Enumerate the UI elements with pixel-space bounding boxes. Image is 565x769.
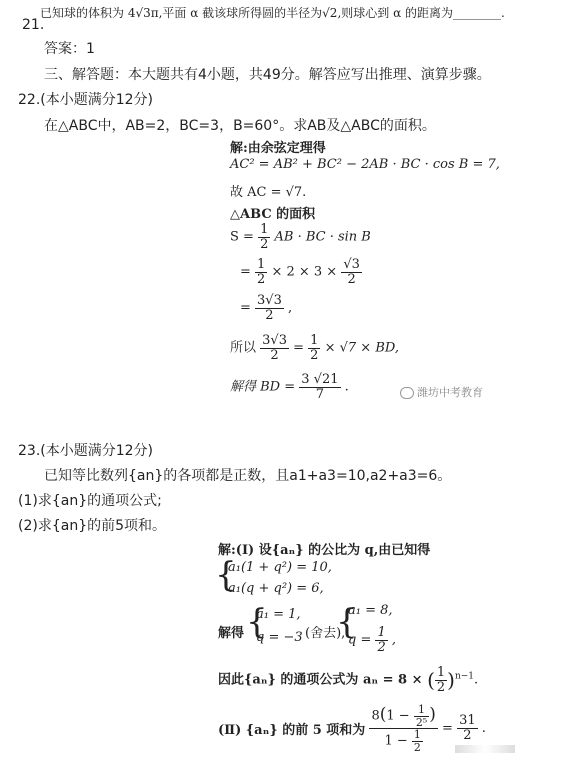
exponent: n−1 [454, 671, 475, 682]
q23-part1: (1)求{an}的通项公式; [18, 493, 162, 509]
q23-system-eq1: a₁(1 + q²) = 10, [228, 560, 332, 575]
q22-header: 22.(本小题满分12分) [18, 92, 154, 108]
fraction-3sqrt21-over-7: $\frac{3 √21}{7}$ [301, 372, 339, 402]
fraction-half: $\frac{1}{2}$ [260, 222, 269, 252]
q23-part2: (2)求{an}的前5项和。 [18, 518, 167, 534]
q23-sum: (Ⅱ) {aₙ} 的前 5 项和为 8(1 − $\frac{1}{\text{2⁵}}$ ) 1 − $\frac{1}{2}$ = $\frac{31}{2}$ . [218, 703, 486, 754]
q23-result1-q: q = −3 [256, 630, 303, 645]
q23-general-term: 因此{aₙ} 的通项公式为 aₙ = 8 × ( $\frac{1}{2}$ )$^{n-1}$. [218, 665, 479, 695]
fraction-half: $\frac{1}{2}$ [257, 257, 266, 287]
q21-number: 21. [22, 17, 45, 33]
result2-brace: { [336, 602, 358, 642]
q22-area-terms: AB · BC · sin B [274, 229, 371, 245]
q22-area-substitution: = $\frac{1}{2}$ × 2 × 3 × $\frac{√3}{2}$ [240, 257, 360, 287]
fraction-sqrt3-over-2: $\frac{√3}{2}$ [343, 257, 360, 287]
q22-area-label: △ABC 的面积 [230, 207, 316, 222]
fraction-3sqrt3-over-2: $\frac{3√3}{2}$ [257, 293, 282, 323]
q22-law-of-cosines: AC² = AB² + BC² − 2AB · BC · cos B = 7, [230, 157, 500, 172]
q23-system-eq2: a₁(q + q²) = 6, [228, 581, 324, 596]
q22-bd-result: 解得 BD = $\frac{3 √21}{7}$ . [230, 372, 349, 402]
system-brace: { [215, 555, 237, 595]
q22-prompt: 在△ABC中，AB=2，BC=3，B=60°。求AB及△ABC的面积。 [44, 118, 436, 134]
q22-solution-title: 解:由余弦定理得 [230, 141, 326, 156]
result1-brace: { [246, 602, 268, 642]
wechat-icon [400, 387, 414, 399]
watermark: 潍坊中考教育 [400, 384, 483, 400]
fraction-half: $\frac{1}{2}$ [436, 665, 446, 695]
q22-area-formula [230, 223, 371, 251]
q22-ac-result: 故 AC = √7. [230, 185, 307, 200]
fraction-31-over-2: $\frac{31}{2}$ [459, 713, 476, 744]
fraction-half: $\frac{1}{2}$ [377, 625, 386, 655]
fraction-1-over-2pow5: $\frac{1}{\text{2⁵}}$ [415, 703, 428, 729]
fraction-half: $\frac{1}{2}$ [310, 333, 319, 363]
q22-area-result: = $\frac{3√3}{2}$ , [240, 293, 293, 323]
q21-text: 已知球的体积为 4√3π,平面 α 截该球所得圆的半径为√2,则球心到 α 的距离为________. [40, 6, 505, 20]
q22-bd-equation: 所以 $\frac{3√3}{2}$ = $\frac{1}{2}$ × √7 × BD, [230, 333, 399, 363]
q23-solution-intro: 解:(Ⅰ) 设{aₙ} 的公比为 q,由已知得 [218, 543, 431, 558]
sum-fraction: 8(1 − $\frac{1}{\text{2⁵}}$ ) 1 − $\frac{1}{2}$ [371, 703, 436, 754]
q23-result2-a1: a₁ = 8, [348, 603, 393, 618]
fraction-3sqrt3-over-2: $\frac{3√3}{2}$ [262, 333, 287, 363]
q23-result1-a1: a₁ = 1, [256, 607, 301, 622]
fraction-half: $\frac{1}{2}$ [413, 728, 421, 754]
scan-artifact [455, 745, 515, 753]
q23-result2-q: q = $\frac{1}{2}$ , [348, 625, 397, 655]
q21-answer: 答案：1 [44, 41, 95, 57]
section-3-heading: 三、解答题：本大题共有4小题，共49分。解答应写出推理、演算步骤。 [44, 67, 491, 83]
q23-rejected: (舍去), [305, 626, 346, 641]
q23-prompt: 已知等比数列{an}的各项都是正数，且a1+a3=10,a2+a3=6。 [44, 468, 452, 484]
q22-area-s: S = [230, 229, 259, 245]
q23-solved-label: 解得 [218, 626, 245, 641]
q23-header: 23.(本小题满分12分) [18, 443, 154, 459]
